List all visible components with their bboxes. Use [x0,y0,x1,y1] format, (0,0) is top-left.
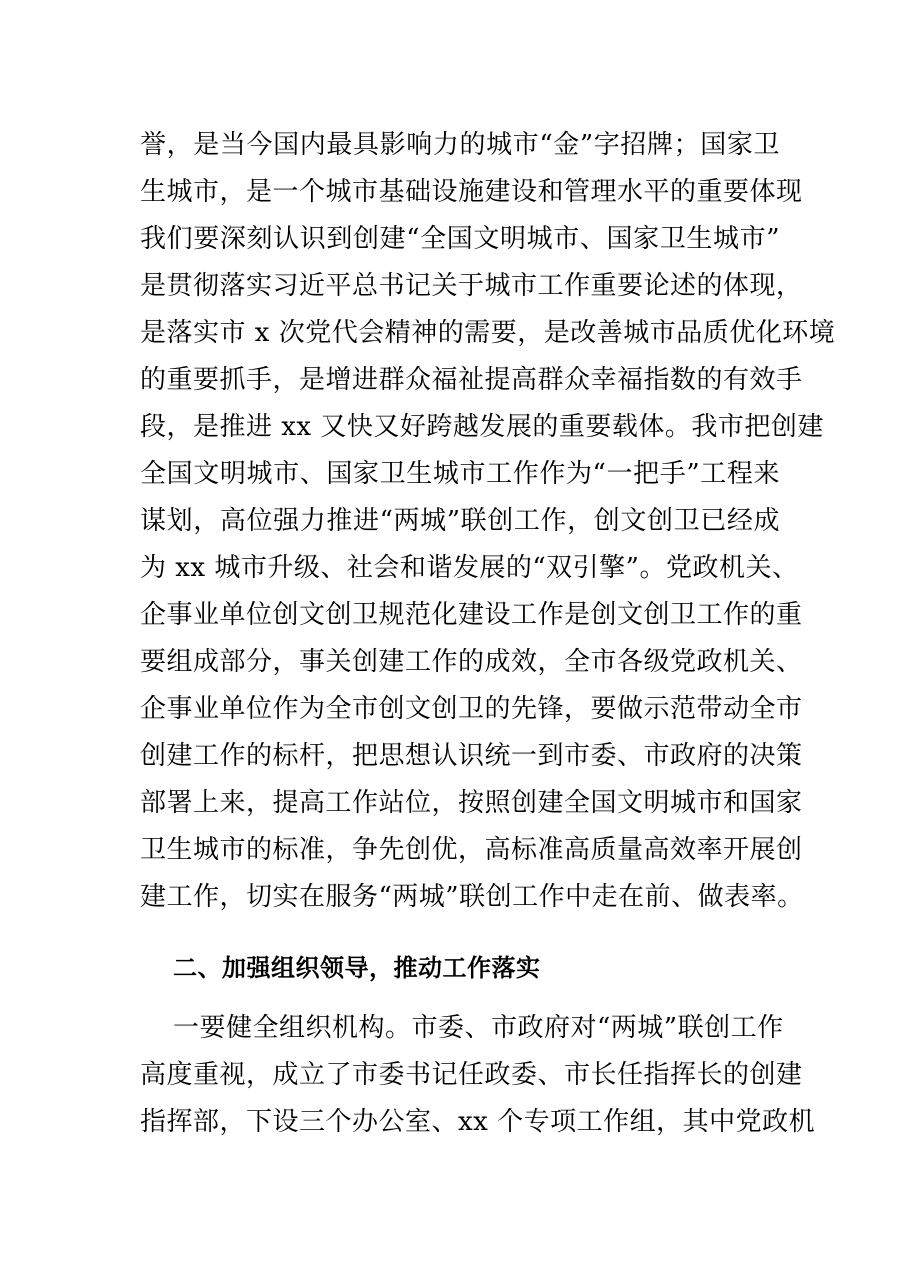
body-text-line: 誉，是当今国内最具影响力的城市“金”字招牌；国家卫 [140,130,780,160]
body-text-line: 企事业单位创文创卫规范化建设工作是创文创卫工作的重 [140,600,803,630]
body-text-line: 一要健全组织机构。市委、市政府对“两城”联创工作 [173,1013,784,1043]
body-text-line: 卫生城市的标准，争先创优，高标准高质量高效率开展创 [140,835,803,865]
body-text-line: 生城市，是一个城市基础设施建设和管理水平的重要体现 [140,177,803,207]
body-text-line: 的重要抓手，是增进群众福祉提高群众幸福指数的有效手 [140,365,803,395]
body-text-line: 是贯彻落实习近平总书记关于城市工作重要论述的体现， [140,271,803,301]
body-text-line: 我们要深刻认识到创建“全国文明城市、国家卫生城市” [140,224,780,254]
body-text-line: 部署上来，提高工作站位，按照创建全国文明城市和国家 [140,788,803,818]
body-text-line: 高度重视，成立了市委书记任政委、市长任指挥长的创建 [140,1060,803,1090]
body-text-line: 段，是推进 xx 又快又好跨越发展的重要载体。我市把创建 [140,412,824,442]
body-text-line: 企事业单位作为全市创文创卫的先锋，要做示范带动全市 [140,694,803,724]
body-text-line: 指挥部，下设三个办公室、xx 个专项工作组，其中党政机 [140,1107,816,1137]
body-text-line: 创建工作的标杆，把思想认识统一到市委、市政府的决策 [140,741,803,771]
body-text-line: 谋划，高位强力推进“两城”联创工作，创文创卫已经成 [140,506,780,536]
section-heading: 二、加强组织领导，推动工作落实 [173,954,541,982]
body-text-line: 为 xx 城市升级、社会和谐发展的“双引擎”。党政机关、 [140,553,799,583]
body-text-line: 建工作，切实在服务“两城”联创工作中走在前、做表率。 [140,882,804,912]
body-text-line: 全国文明城市、国家卫生城市工作作为“一把手”工程来 [140,459,780,489]
body-text-line: 是落实市 x 次党代会精神的需要，是改善城市品质优化环境 [140,318,836,348]
body-text-line: 要组成部分，事关创建工作的成效，全市各级党政机关、 [140,647,803,677]
